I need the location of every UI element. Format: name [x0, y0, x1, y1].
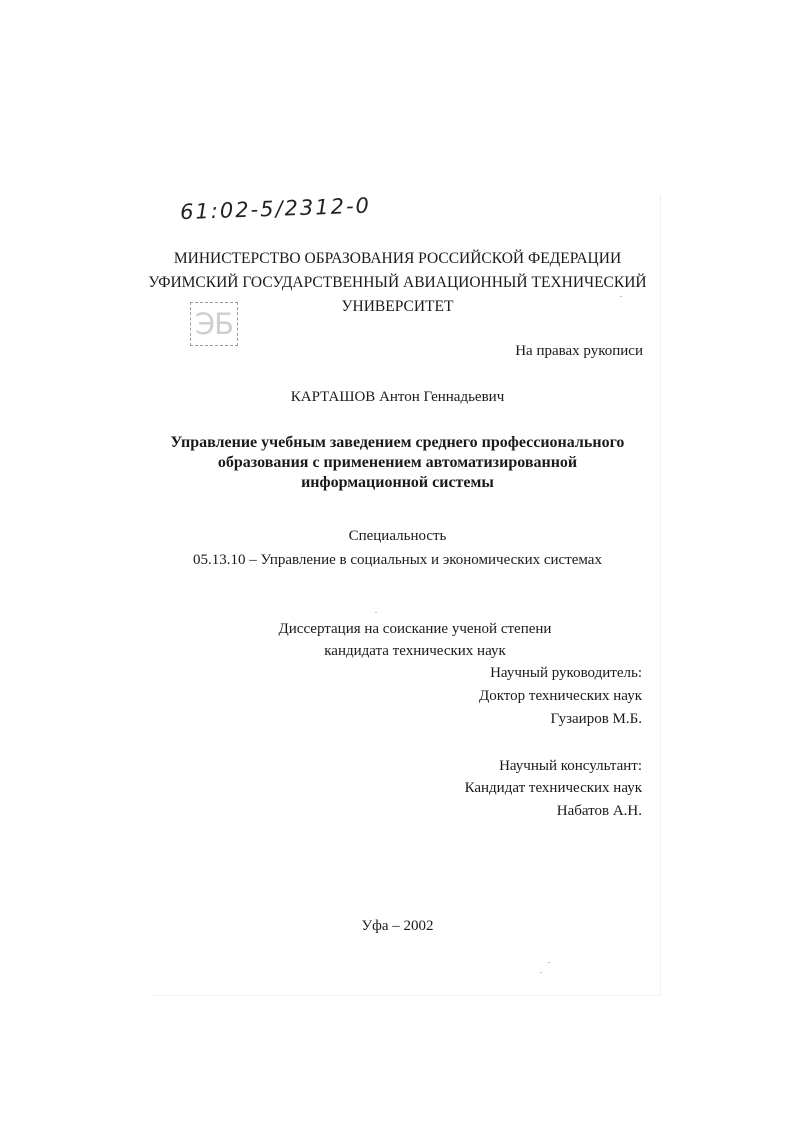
scan-speck — [620, 296, 622, 297]
degree-line-2: кандидата технических наук — [324, 643, 506, 659]
supervisor-name: Гузаиров М.Б. — [550, 711, 642, 727]
dissertation-title-line-2: образования с применением автоматизированной — [217, 454, 578, 471]
scan-speck — [540, 972, 542, 973]
university-line: УФИМСКИЙ ГОСУДАРСТВЕННЫЙ АВИАЦИОННЫЙ ТЕХНИЧЕСКИЙ — [148, 274, 647, 291]
scan-speck — [375, 612, 377, 613]
manuscript-note: На правах рукописи — [515, 343, 643, 359]
stamp-text: ЭБ — [194, 306, 234, 341]
library-stamp-icon — [190, 302, 238, 346]
ministry-line: МИНИСТЕРСТВО ОБРАЗОВАНИЯ РОССИЙСКОЙ ФЕДЕРАЦИИ — [173, 250, 622, 267]
city-year: Уфа – 2002 — [361, 918, 434, 934]
supervisor-degree: Доктор технических наук — [478, 688, 642, 704]
author-name: КАРТАШОВ Антон Геннадьевич — [290, 389, 505, 405]
supervisor-label: Научный руководитель: — [490, 665, 642, 681]
specialty-label: Специальность — [348, 528, 447, 544]
scan-speck — [548, 962, 550, 963]
university-line-2: УНИВЕРСИТЕТ — [341, 298, 454, 315]
specialty-value: 05.13.10 – Управление в социальных и экономических системах — [193, 552, 602, 568]
dissertation-title-line-3: информационной системы — [301, 474, 494, 491]
consultant-degree: Кандидат технических наук — [464, 780, 642, 796]
dissertation-title-line-1: Управление учебным заведением среднего профессионального — [170, 434, 625, 451]
degree-line-1: Диссертация на соискание ученой степени — [278, 621, 552, 637]
handwritten-archive-number: 61:02-5/2312-0 — [179, 193, 372, 225]
consultant-name: Набатов А.Н. — [556, 803, 642, 819]
consultant-label: Научный консультант: — [499, 758, 642, 774]
